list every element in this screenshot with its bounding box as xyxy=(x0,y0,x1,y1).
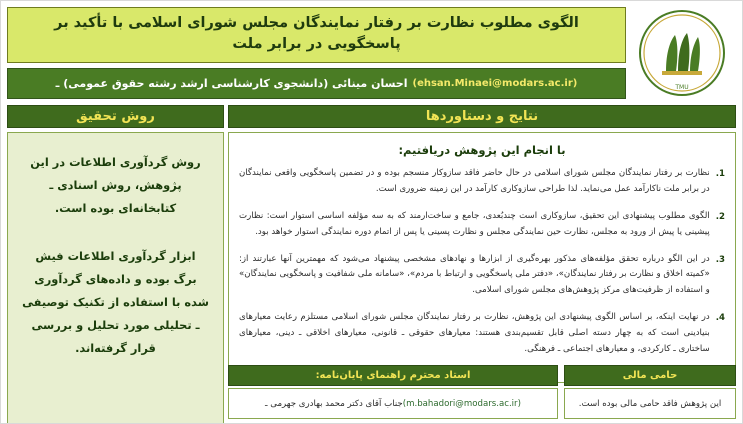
supervisor-card xyxy=(228,365,558,419)
method-paragraph: ابزار گردآوری اطلاعات فیش برگ بوده و داده‌های گردآوری شده با استفاده از تکنیک توصیفی ـ تحلیلی مورد تحلیل و بررسی قرار گرفته‌اند. xyxy=(22,249,209,355)
sponsor-card xyxy=(564,365,736,419)
method-paragraph: روش گردآوری اطلاعات در این پژوهش، روش اسنادی ـ کتابخانه‌ای بوده است. xyxy=(30,155,201,215)
svg-text:TMU: TMU xyxy=(675,84,689,91)
tarbiat-modares-logo-icon xyxy=(632,9,732,97)
list-item xyxy=(239,209,725,241)
results-body xyxy=(228,132,736,383)
list-item-text: الگوی مطلوب پیشنهادی این تحقیق، ساز‌و‌کاری است چندبُعدی، جامع و ساخت‌ارمند که به سه مؤلفه اساسی استوار است: نظارت پیشینی یا پیش از ورود به مجلس، نظارت حین نمایندگی مجلس و نظارت پسینی یا پس از اتمام دوره نمایندگی استوار خواهد بود. xyxy=(239,210,710,237)
results-section xyxy=(228,105,736,383)
results-list xyxy=(239,166,725,358)
list-item-text: در نهایت اینکه، بر اساس الگوی پیشنهادی این پژوهش، نظارت بر رفتار نمایندگان مجلس شورای اسلامی مستلزم رعایت معیارهای بنیادینی است که به چهار دسته اصلی قابل تقسیم‌بندی هستند: معیارهای حقوقی ـ قانونی، معیارهای اخلاقی ـ دینی، معیارهای ساختاری ـ کارکردی، و معیارهای اجتماعی ـ فرهنگی. xyxy=(239,312,710,355)
list-item xyxy=(239,310,725,358)
author-name: احسان مینائی (دانشجوی کارشناسی ارشد رشته حقوق عمومی) ـ xyxy=(55,77,408,90)
list-item-number: 4. xyxy=(715,313,725,324)
author-bar xyxy=(7,68,626,99)
title-block xyxy=(7,7,626,99)
sponsor-body: این پژوهش فاقد حامی مالی بوده است. xyxy=(564,388,736,419)
list-item-number: 2. xyxy=(715,211,725,222)
method-section-title: روش تحقیق xyxy=(7,105,224,128)
list-item-number: 1. xyxy=(715,169,725,179)
method-section xyxy=(7,105,224,424)
list-item-text: نظارت بر رفتار نمایندگان مجلس شورای اسلامی در حال حاضر فاقد ساز‌و‌کار منسجم بوده و در تضمین پاسخگویی واقعی نمایندگان در برابر ملت ناکارآمد عمل می‌نماید. لذا طراحی ساز‌و‌کاری کارآمد در این زمینه ضروری است. xyxy=(239,168,710,194)
list-item xyxy=(239,166,725,198)
method-body xyxy=(7,132,224,424)
supervisor-body xyxy=(228,388,558,419)
supervisor-email[interactable]: (m.bahadori@modars.ac.ir) xyxy=(402,398,521,409)
author-email[interactable]: (ehsan.Minaei@modars.ac.ir) xyxy=(412,78,578,89)
poster-header xyxy=(7,7,736,99)
footer-row xyxy=(228,365,736,419)
university-logo xyxy=(628,7,736,99)
list-item-text: در این الگو درباره تحقق مؤلفه‌های مذکور بهره‌گیری از ابزارها و نهادهای مشخصی پیشنهاد می‌شود که مهمترین آنها عبارتند از: «کمیته اخلاق و نظارت بر رفتار نمایندگان»، «دفتر ملی پاسخگویی و ارتباط با مردم»، «سامانه ملی شفافیت و پاسخگویی نمایندگان» و استفاده از ظرفیت‌های مرکز پژوهش‌های مجلس شورای اسلامی. xyxy=(239,253,710,296)
page-title: الگوی مطلوب نظارت بر رفتار نمایندگان مجلس شورای اسلامی با تأکید بر پاسخگویی در برابر ملت xyxy=(7,7,626,63)
results-heading: با انجام این پژوهش دریافتیم: xyxy=(398,143,566,157)
sponsor-title: حامی مالی xyxy=(564,365,736,386)
supervisor-title: استاد محترم راهنمای پایان‌نامه: xyxy=(228,365,558,386)
list-item-number: 3. xyxy=(715,254,725,265)
results-section-title: نتایج و دستاوردها xyxy=(228,105,736,128)
supervisor-name: جناب آقای دکتر محمد بهادری جهرمی ـ xyxy=(265,398,403,409)
list-item xyxy=(239,252,725,300)
